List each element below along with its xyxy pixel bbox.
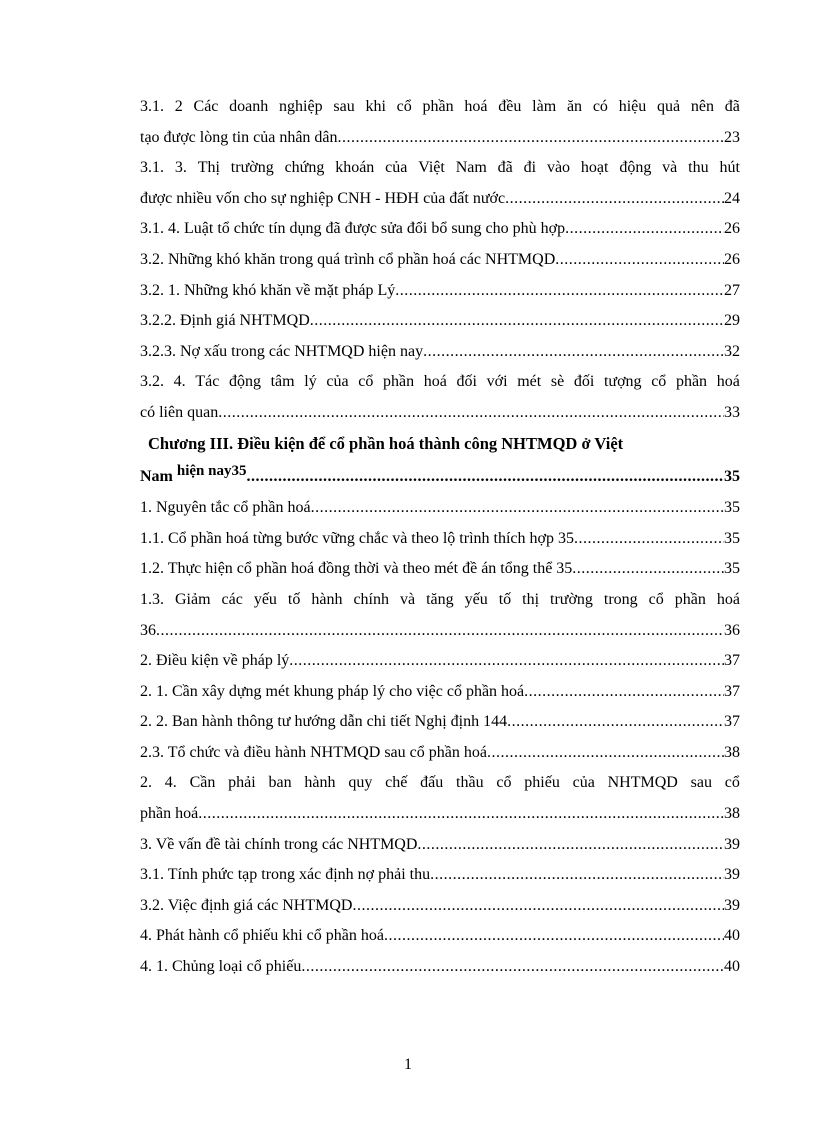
toc-page-number: 23 [724,128,740,146]
toc-entry-text: 3.2.3. Nợ xấu trong các NHTMQD hiện nay [140,342,424,360]
leader-dots [574,524,724,555]
leader-dots [289,646,724,677]
toc-entry-text: 2. Điều kiện về pháp lý [140,652,290,670]
leader-dots [218,398,724,429]
toc-entry-text: 3.2.2. Định giá NHTMQD [140,312,310,330]
leader-dots [423,337,724,368]
toc-entry-text: 2. 1. Cần xây dựng mét khung pháp lý cho việc cổ phần hoá [140,682,525,700]
toc-entry[interactable] [140,554,740,585]
toc-entry-text: 3.1. Tính phức tạp trong xác định nợ phải thu [140,866,431,884]
toc-entry-text: 1.1. Cổ phần hoá từng bước vững chắc và theo lộ trình thích hợp 35 [140,529,574,547]
toc-entry-text: 1.3. Giảm các yếu tố hành chính và tăng yếu tố thị trường trong cổ phần hoá [140,590,740,608]
toc-entry-text: 3.2. 1. Những khó khăn về mặt pháp Lý [140,281,396,299]
toc-page-number: 27 [724,281,740,299]
toc-entry-text: 3.1. 3. Thị trường chứng khoán của Việt Nam đã đi vào hoạt động và thu hút [140,159,740,177]
toc-page-number: 39 [724,866,740,884]
leader-dots [487,738,724,769]
toc-entry-text: 4. Phát hành cổ phiếu khi cổ phần hoá [140,927,384,945]
toc-entry-text: 3.1. 2 Các doanh nghiệp sau khi cổ phần hoá đều làm ăn có hiệu quả nên đã [140,98,740,115]
toc-entry[interactable] [140,245,740,276]
toc-page-number: 35 [724,468,740,486]
toc-entry-text: 3.1. 4. Luật tổ chức tín dụng đã được sửa đổi bổ sung cho phù hợp [140,220,566,238]
toc-entry[interactable] [140,830,740,861]
toc-entry[interactable] [140,337,740,368]
toc-entry[interactable] [140,585,740,646]
toc-entry-text: 4. 1. Chủng loại cổ phiếu [140,958,302,976]
toc-entry-text: 3. Về vấn đề tài chính trong các NHTMQD [140,835,418,853]
toc-page-number: 33 [724,403,740,421]
leader-dots [384,921,724,952]
leader-dots [247,459,725,493]
toc-entry-text: có liên quan [140,403,219,421]
toc-chapter-heading[interactable] [140,429,740,494]
toc-entry[interactable] [140,367,740,428]
toc-entry-text: 1. Nguyên tắc cổ phần hoá [140,499,311,517]
leader-dots [565,214,724,245]
toc-page-number: 26 [724,250,740,268]
chapter-title: Chương III. Điều kiện để cổ phần hoá thành công NHTMQD ở Việt [148,433,624,453]
toc-entry-text: 1.2. Thực hiện cổ phần hoá đồng thời và theo mét đề án tổng thể 35 [140,560,573,578]
toc-page-number: 32 [724,342,740,360]
toc-entry[interactable] [140,524,740,555]
leader-dots [430,860,724,891]
toc-page-number: 29 [724,312,740,330]
toc-page-number: 40 [724,927,740,945]
toc-entry-text: 3.2. Việc định giá các NHTMQD [140,896,353,914]
toc-entry[interactable] [140,860,740,891]
toc-entry[interactable] [140,153,740,214]
chapter-title-rest: hiện nay35 [176,463,247,480]
toc-entry-text: 2.3. Tổ chức và điều hành NHTMQD sau cổ phần hoá [140,743,487,761]
toc-page-number: 38 [724,743,740,761]
leader-dots [310,306,724,337]
toc-page-number: 37 [724,682,740,700]
toc-entry-text: 2. 2. Ban hành thông tư hướng dẫn chi tiết Nghị định 144 [140,713,508,731]
leader-dots [505,184,724,215]
leader-dots [311,493,724,524]
toc-page-number: 40 [724,958,740,976]
toc-entry[interactable] [140,952,740,983]
leader-dots [352,891,724,922]
toc-page-number: 24 [724,189,740,207]
toc-entry-text: tạo được lòng tin của nhân dân [140,128,338,146]
toc-entry[interactable] [140,768,740,829]
toc-entry-text: được nhiều vốn cho sự nghiệp CNH - HĐH của đất nước [140,189,506,207]
toc-entry-text: 3.2. 4. Tác động tâm lý của cổ phần hoá đối với mét sè đối tượng cổ phần hoá [140,373,740,391]
toc-entry-text: 3.2. Những khó khăn trong quá trình cổ phần hoá các NHTMQD [140,250,556,268]
chapter-title-nam: Nam [140,468,173,486]
toc-page-number: 35 [724,499,740,517]
toc-entry[interactable] [140,738,740,769]
toc-entry[interactable] [140,276,740,307]
leader-dots [417,830,724,861]
toc-page-number: 35 [724,529,740,547]
toc-page-number: 37 [724,713,740,731]
toc-page-number: 39 [724,835,740,853]
leader-dots [198,799,724,830]
leader-dots [507,707,724,738]
leader-dots [524,677,724,708]
leader-dots [395,276,724,307]
toc-entry-text: 2. 4. Cần phải ban hành quy chế đấu thầu cổ phiếu của NHTMQD sau cổ [140,774,740,792]
toc-entry[interactable] [140,493,740,524]
toc-entry[interactable] [140,921,740,952]
table-of-contents [140,92,740,983]
toc-page-number: 36 [724,621,740,639]
toc-page-number: 37 [724,652,740,670]
toc-page-number: 38 [724,805,740,823]
toc-entry[interactable] [140,306,740,337]
toc-page-number: 39 [724,896,740,914]
page-number: 1 [404,1056,412,1073]
leader-dots [301,952,724,983]
leader-dots [338,123,724,154]
leader-dots [555,245,724,276]
toc-entry[interactable] [140,214,740,245]
toc-entry[interactable] [140,891,740,922]
leader-dots [156,616,724,647]
leader-dots [572,554,724,585]
toc-entry[interactable] [140,707,740,738]
toc-page-number: 26 [724,220,740,238]
toc-entry-text: phần hoá [140,805,199,823]
toc-entry[interactable] [140,677,740,708]
toc-page-number: 35 [724,560,740,578]
toc-entry[interactable] [140,646,740,677]
toc-entry[interactable] [140,92,740,153]
toc-entry-text: 36 [140,621,156,639]
